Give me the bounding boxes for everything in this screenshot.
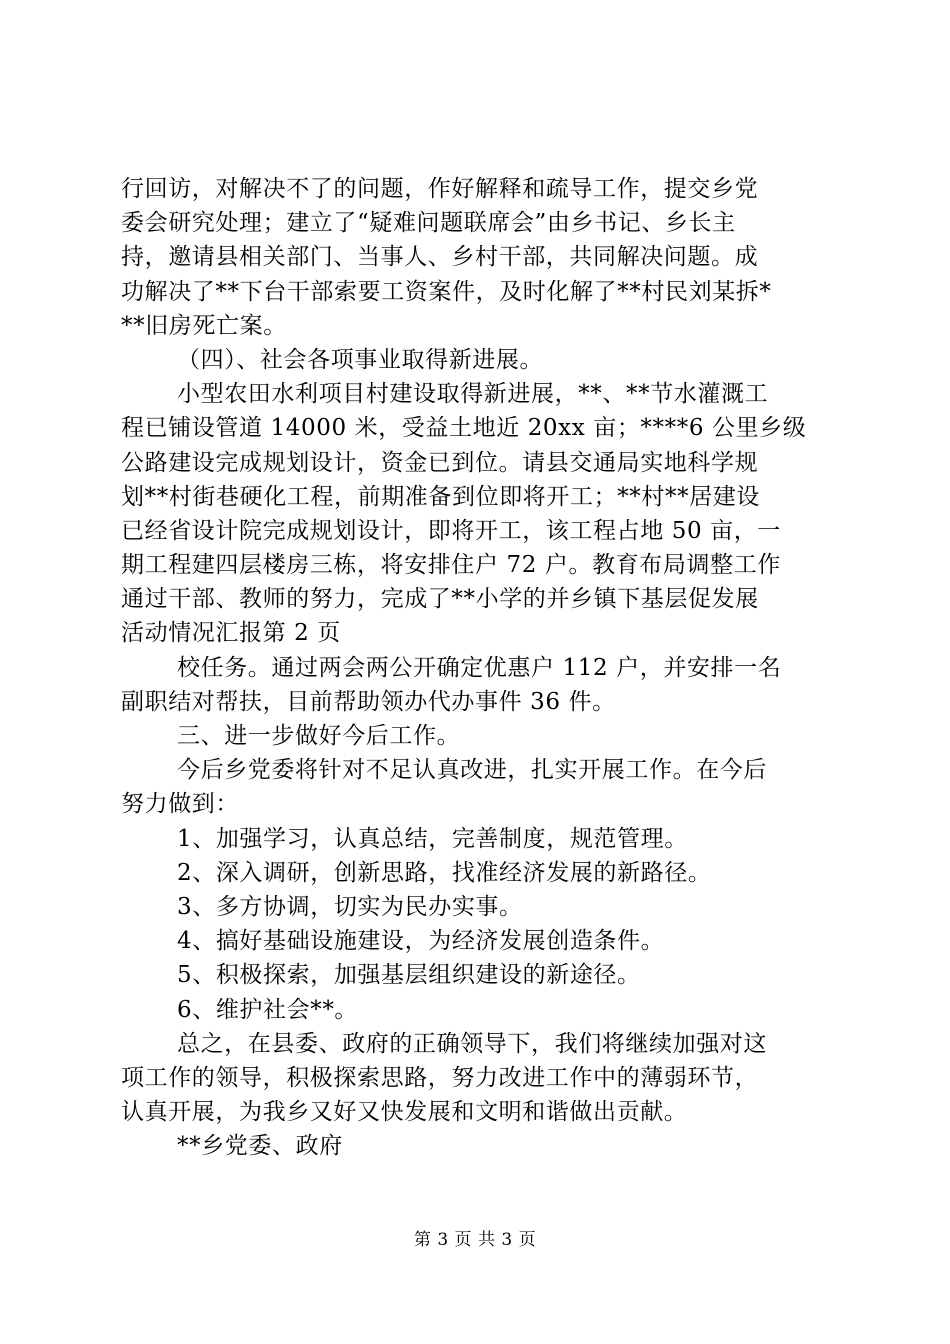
text-line: 总之，在县委、政府的正确领导下，我们将继续加强对这	[177, 1030, 767, 1057]
text-line: 划**村街巷硬化工程，前期准备到位即将开工；**村**居建设	[121, 483, 760, 510]
text-line: 努力做到：	[121, 791, 239, 818]
text-line: 功解决了**下台干部索要工资案件，及时化解了**村民刘某拆*	[121, 278, 772, 305]
text-line: 程已铺设管道 14000 米，受益土地近 20xx 亩；****6 公里乡级	[121, 415, 807, 442]
text-line: 4、搞好基础设施建设，为经济发展创造条件。	[177, 928, 665, 955]
text-line: 已经省设计院完成规划设计，即将开工，该工程占地 50 亩，一	[121, 517, 781, 544]
text-line: 1、加强学习，认真总结，完善制度，规范管理。	[177, 825, 688, 852]
text-line: **旧房死亡案。	[121, 312, 287, 339]
text-line: 3、多方协调，切实为民办实事。	[177, 893, 523, 920]
text-line: 认真开展，为我乡又好又快发展和文明和谐做出贡献。	[121, 1099, 688, 1126]
page-footer: 第 3 页 共 3 页	[413, 1230, 537, 1250]
text-line: **乡党委、政府	[177, 1133, 343, 1160]
text-line: 通过干部、教师的努力，完成了**小学的并乡镇下基层促发展	[121, 586, 759, 613]
text-line: 5、积极探索，加强基层组织建设的新途径。	[177, 962, 641, 989]
text-line: 持，邀请县相关部门、当事人、乡村干部，共同解决问题。成	[121, 244, 759, 271]
text-line: 期工程建四层楼房三栋，将安排住户 72 户。教育布局调整工作	[121, 552, 781, 579]
text-line: 6、维护社会**。	[177, 996, 359, 1023]
text-line: 三、进一步做好今后工作。	[177, 723, 461, 749]
text-line: 项工作的领导，积极探索思路，努力改进工作中的薄弱环节，	[121, 1064, 759, 1091]
document-body	[121, 172, 833, 1163]
text-line: 公路建设完成规划设计，资金已到位。请县交通局实地科学规	[121, 449, 759, 476]
text-line: （四）、社会各项事业取得新进展。	[177, 346, 544, 373]
text-line: 小型农田水利项目村建设取得新进展，**、**节水灌溉工	[177, 381, 769, 408]
text-line: 2、深入调研，创新思路，找准经济发展的新路径。	[177, 859, 712, 886]
text-line: 今后乡党委将针对不足认真改进，扎实开展工作。在今后	[177, 757, 767, 784]
text-line: 委会研究处理；建立了“疑难问题联席会”由乡书记、乡长主	[121, 210, 736, 237]
text-line: 校任务。通过两会两公开确定优惠户 112 户，并安排一名	[177, 654, 782, 681]
text-line: 活动情况汇报第 2 页	[121, 620, 341, 647]
text-line: 副职结对帮扶，目前帮助领办代办事件 36 件。	[121, 688, 616, 715]
text-line: 行回访，对解决不了的问题，作好解释和疏导工作，提交乡党	[121, 176, 759, 202]
